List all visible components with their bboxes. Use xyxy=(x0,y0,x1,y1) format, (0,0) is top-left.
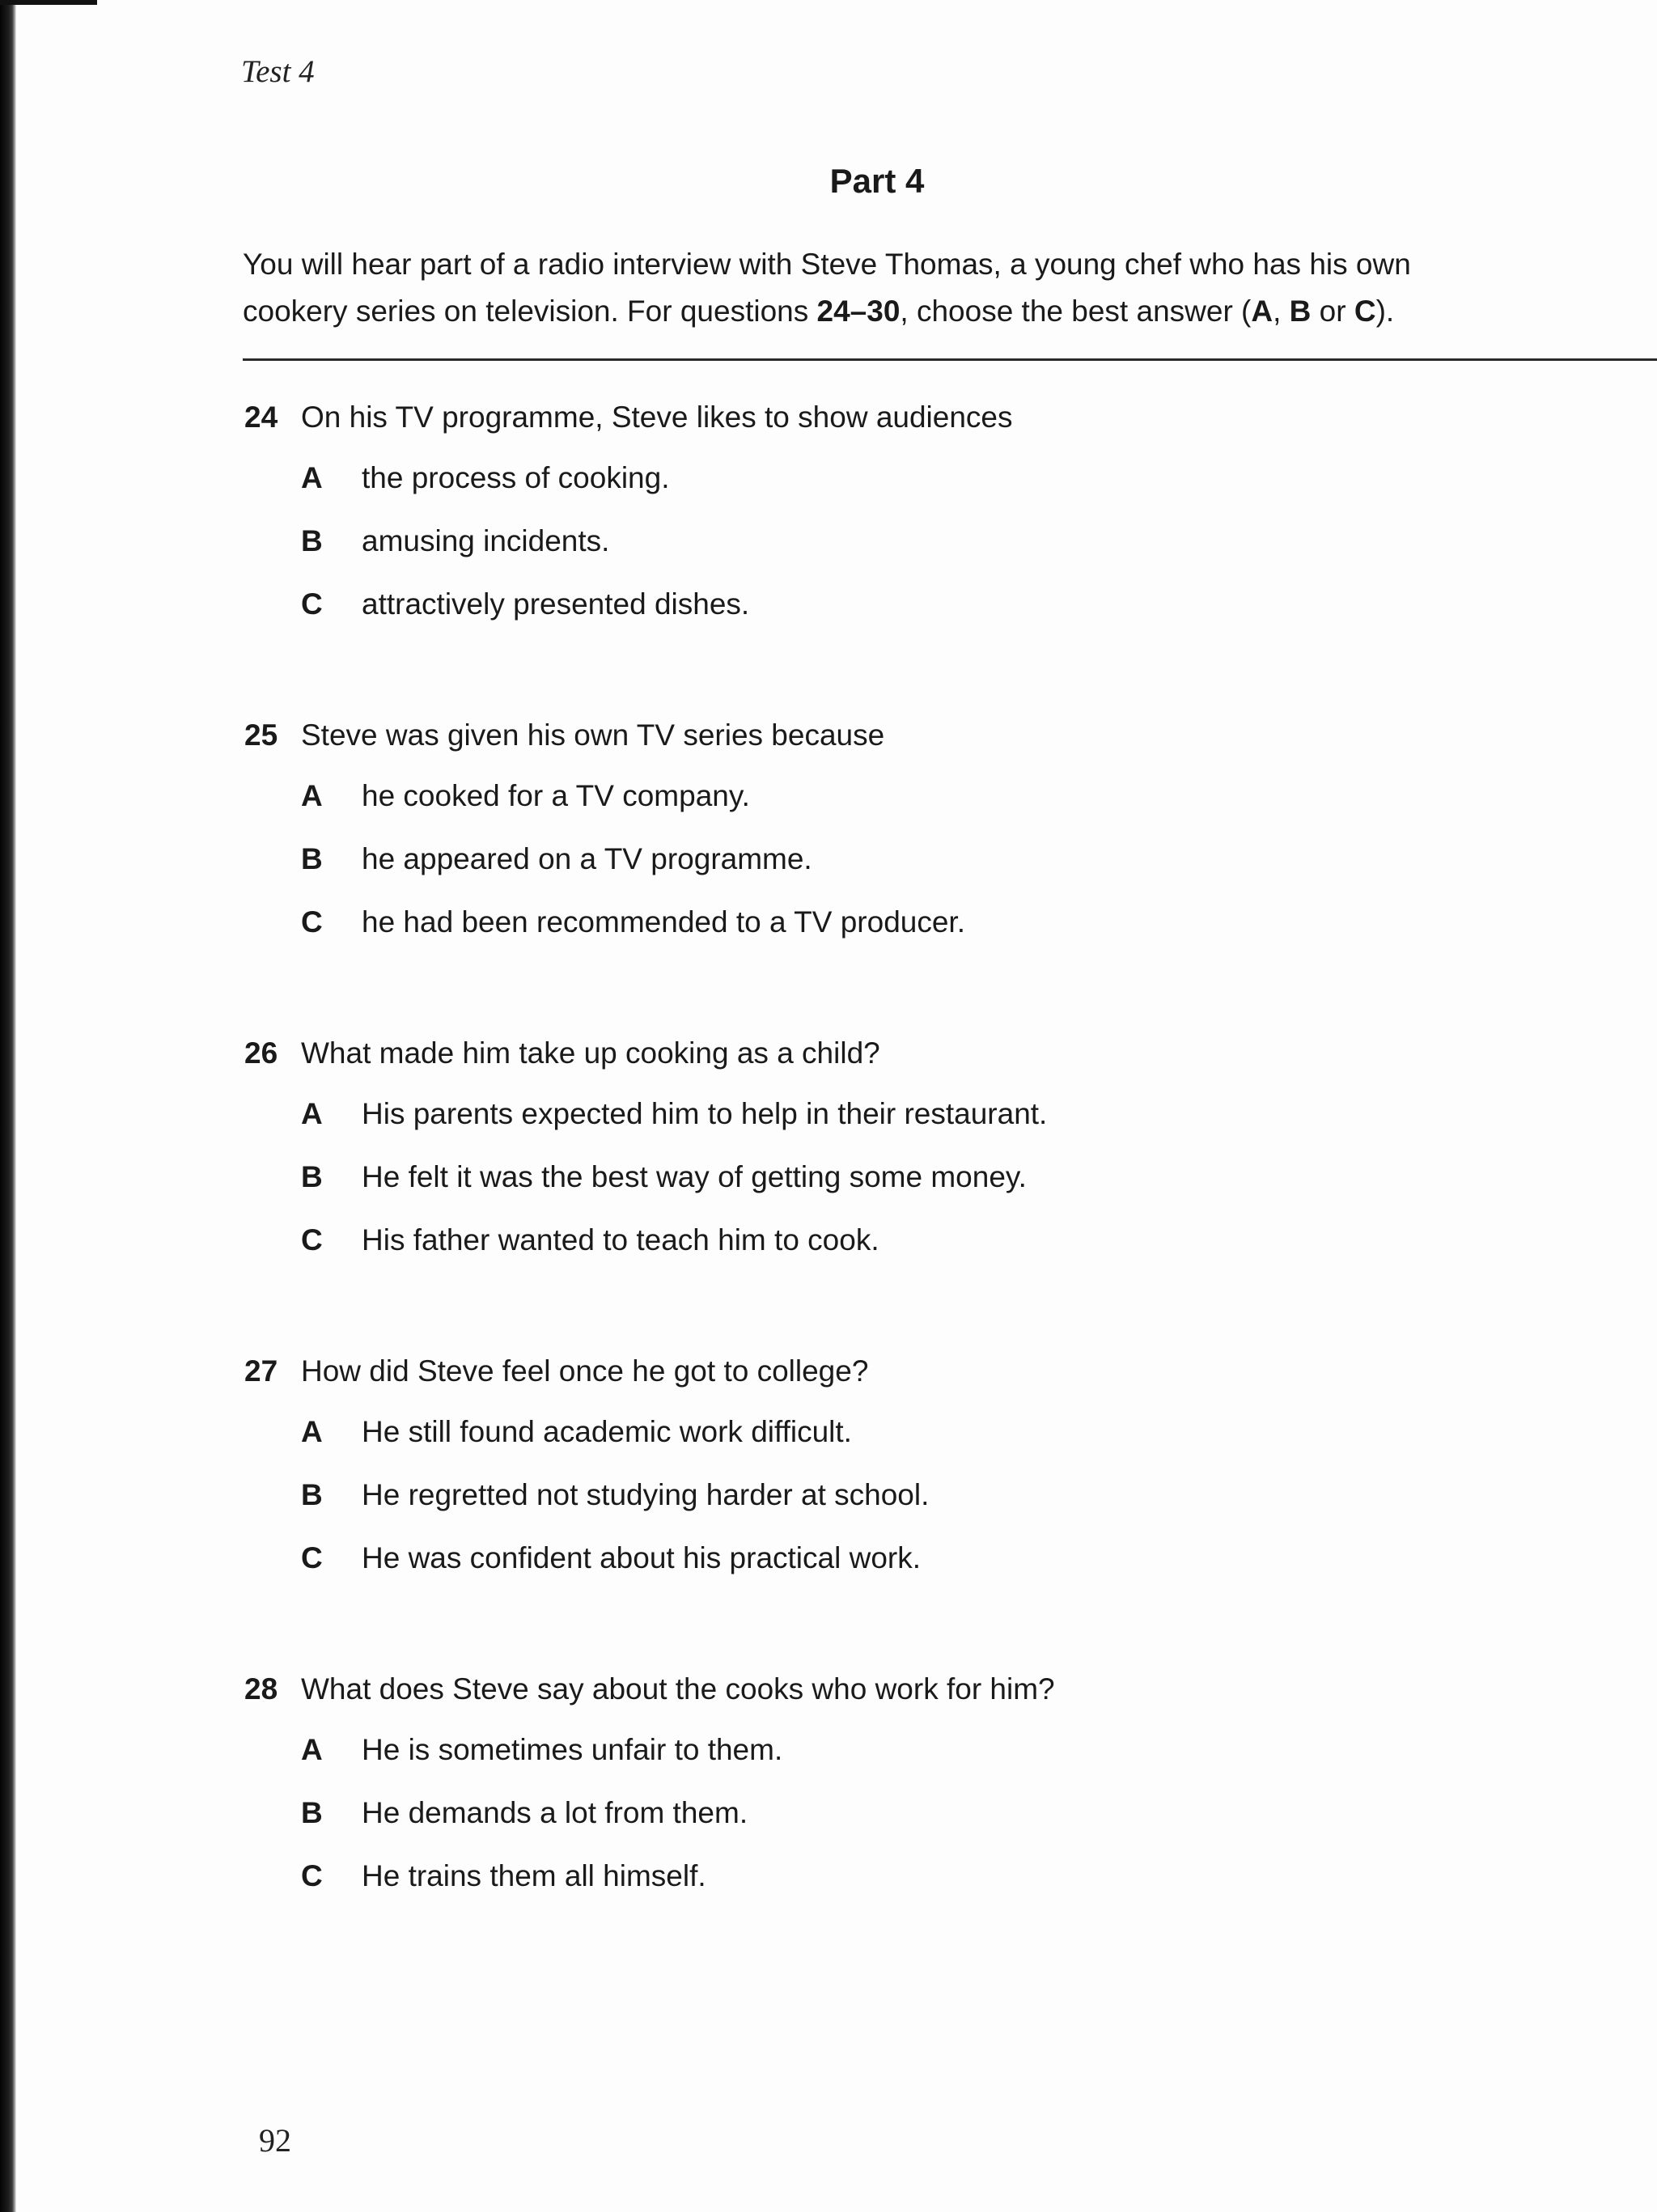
question-24 xyxy=(244,388,1539,636)
instructions-text: ). xyxy=(1375,295,1395,328)
instructions-line-1: You will hear part of a radio interview with Steve Thomas, a young chef who has his own xyxy=(243,248,1411,281)
question-26 xyxy=(244,1024,1539,1272)
option-text: he appeared on a TV programme. xyxy=(362,842,812,875)
question-27 xyxy=(244,1342,1539,1590)
question-range: 24–30 xyxy=(816,295,901,328)
option-b[interactable] xyxy=(244,1782,1539,1845)
instructions-separator: or xyxy=(1311,295,1354,328)
question-stem xyxy=(244,388,1539,447)
question-text: What does Steve say about the cooks who work for him? xyxy=(301,1672,1055,1706)
option-b[interactable] xyxy=(244,1146,1539,1209)
option-letter: C xyxy=(301,1541,323,1574)
option-letter: A xyxy=(301,1415,323,1448)
question-stem xyxy=(244,706,1539,765)
running-head: Test 4 xyxy=(241,54,315,89)
option-text: He was confident about his practical work. xyxy=(362,1541,922,1574)
question-text: How did Steve feel once he got to college? xyxy=(301,1354,869,1388)
option-text: He still found academic work difficult. xyxy=(362,1415,852,1448)
option-letter: C xyxy=(301,587,323,621)
option-letter: B xyxy=(301,1478,323,1511)
question-text: On his TV programme, Steve likes to show audiences xyxy=(301,400,1013,434)
option-letter: C xyxy=(301,1859,323,1892)
option-letter: B xyxy=(301,1160,323,1193)
option-text: His parents expected him to help in their restaurant. xyxy=(362,1097,1048,1130)
option-text: He is sometimes unfair to them. xyxy=(362,1733,783,1766)
option-text: amusing incidents. xyxy=(362,524,610,557)
option-letter: B xyxy=(301,842,323,875)
question-number: 28 xyxy=(244,1672,278,1706)
option-text: He felt it was the best way of getting some money. xyxy=(362,1160,1027,1193)
section-divider xyxy=(243,358,1657,361)
option-text: He trains them all himself. xyxy=(362,1859,706,1892)
option-c[interactable] xyxy=(244,1209,1539,1272)
option-letter: A xyxy=(301,779,323,812)
top-edge-mark xyxy=(0,0,97,5)
option-letter: A xyxy=(301,1097,323,1130)
question-text: What made him take up cooking as a child? xyxy=(301,1036,880,1070)
option-text: he cooked for a TV company. xyxy=(362,779,750,812)
question-number: 27 xyxy=(244,1354,278,1388)
option-letter: A xyxy=(301,1733,323,1766)
question-stem xyxy=(244,1024,1539,1083)
option-text: He demands a lot from them. xyxy=(362,1796,748,1829)
option-b[interactable] xyxy=(244,1464,1539,1527)
answer-letter-a: A xyxy=(1251,295,1273,328)
question-text: Steve was given his own TV series because xyxy=(301,718,885,752)
question-stem xyxy=(244,1660,1539,1718)
question-number: 26 xyxy=(244,1036,278,1070)
option-letter: A xyxy=(301,461,323,494)
instructions-separator: , xyxy=(1273,295,1290,328)
answer-letter-c: C xyxy=(1354,295,1376,328)
question-number: 25 xyxy=(244,718,278,752)
option-letter: B xyxy=(301,524,323,557)
instructions-paragraph xyxy=(243,241,1651,335)
page-binding-edge xyxy=(0,0,16,2212)
option-letter: B xyxy=(301,1796,323,1829)
option-a[interactable] xyxy=(244,1718,1539,1782)
option-a[interactable] xyxy=(244,765,1539,828)
option-text: the process of cooking. xyxy=(362,461,670,494)
option-c[interactable] xyxy=(244,1527,1539,1590)
option-b[interactable] xyxy=(244,510,1539,573)
option-a[interactable] xyxy=(244,447,1539,510)
option-letter: C xyxy=(301,1223,323,1256)
page-number: 92 xyxy=(259,2122,291,2159)
option-text: His father wanted to teach him to cook. xyxy=(362,1223,879,1256)
option-text: He regretted not studying harder at school. xyxy=(362,1478,930,1511)
question-25 xyxy=(244,706,1539,954)
option-b[interactable] xyxy=(244,828,1539,891)
answer-letter-b: B xyxy=(1289,295,1312,328)
option-text: he had been recommended to a TV producer. xyxy=(362,905,965,939)
question-number: 24 xyxy=(244,400,278,434)
option-c[interactable] xyxy=(244,1845,1539,1908)
part-title: Part 4 xyxy=(829,162,925,200)
option-a[interactable] xyxy=(244,1083,1539,1146)
question-stem xyxy=(244,1342,1539,1401)
question-28 xyxy=(244,1660,1539,1908)
option-text: attractively presented dishes. xyxy=(362,587,750,621)
instructions-text: cookery series on television. For questions xyxy=(243,295,817,328)
instructions-text: , choose the best answer ( xyxy=(900,295,1252,328)
option-a[interactable] xyxy=(244,1401,1539,1464)
option-c[interactable] xyxy=(244,573,1539,636)
option-c[interactable] xyxy=(244,891,1539,954)
option-letter: C xyxy=(301,905,323,939)
